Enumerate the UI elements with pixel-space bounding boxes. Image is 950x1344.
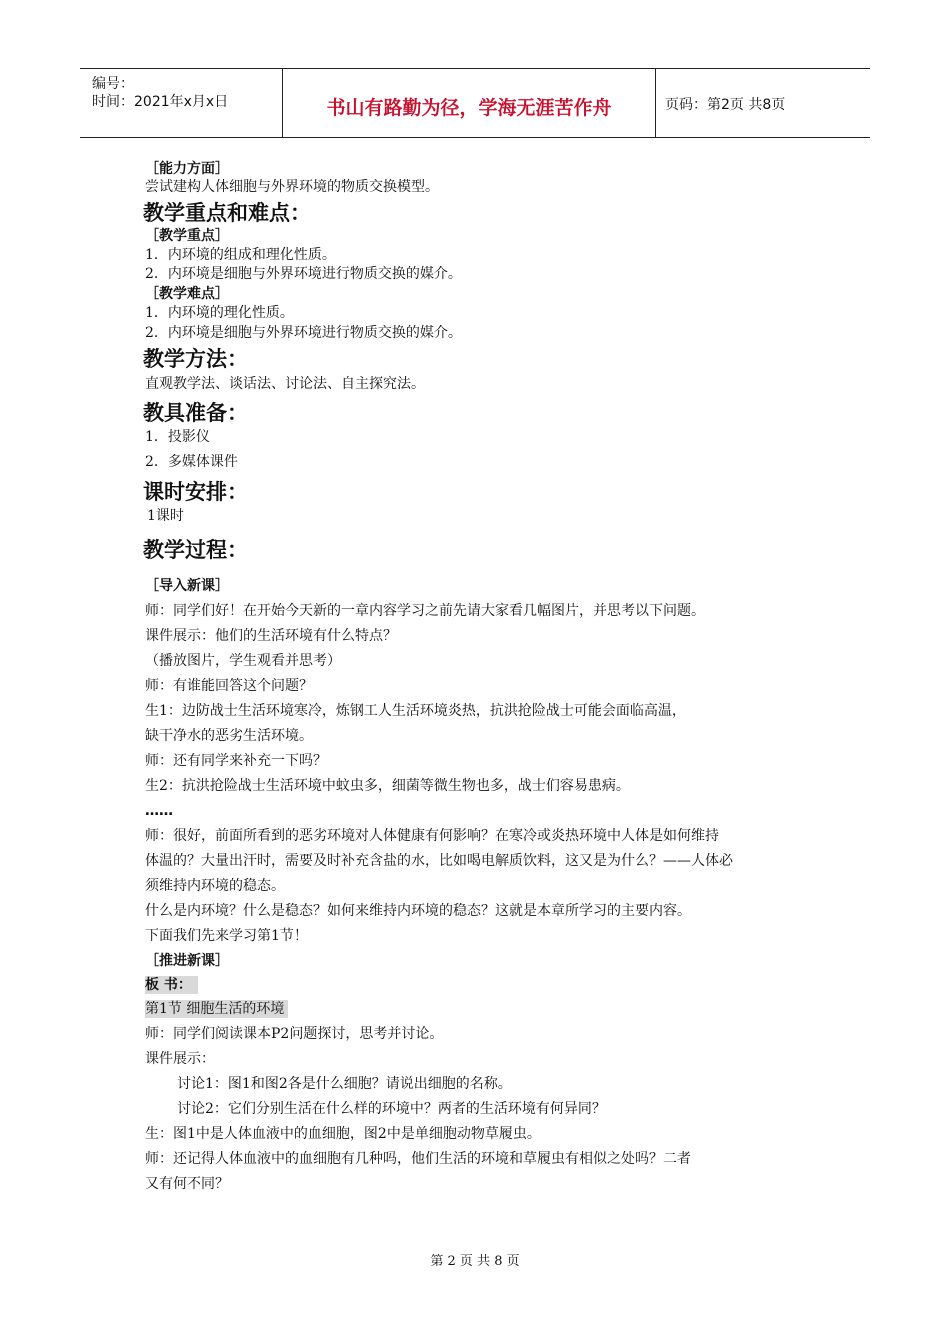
difficulty-2: 2．内环境是细胞与外界环境进行物质交换的媒介。: [145, 325, 462, 341]
paragraph: 生：图1中是人体血液中的血细胞，图2中是单细胞动物草履虫。: [145, 1126, 541, 1142]
paragraph: 师：还记得人体血液中的血细胞有几种吗，他们生活的环境和草履虫有相似之处吗？二者: [145, 1151, 691, 1167]
page-number-label: 页码：第2页 共8页: [665, 97, 786, 113]
tool-1: 1．投影仪: [145, 429, 210, 445]
page-footer: 第 2 页 共 8 页: [430, 1254, 520, 1269]
schedule-heading: 课时安排：: [143, 479, 248, 504]
section-title: 第1节 细胞生活的环境: [145, 1000, 288, 1018]
tool-2: 2．多媒体课件: [145, 454, 238, 470]
header-page-cell: [655, 69, 870, 137]
method-heading: 教学方法：: [143, 346, 248, 371]
advance-subheading: ［推进新课］: [145, 953, 229, 969]
key-point-2: 2．内环境是细胞与外界环境进行物质交换的媒介。: [145, 266, 462, 282]
header-meta-cell: [80, 69, 282, 137]
paragraph: 课件展示：: [145, 1051, 215, 1067]
paragraph: 师：有谁能回答这个问题？: [145, 678, 313, 694]
discussion-1: 讨论1：图1和图2各是什么细胞？请说出细胞的名称。: [177, 1076, 512, 1092]
difficulty-subheading: ［教学难点］: [145, 286, 229, 302]
ability-text: 尝试建构人体细胞与外界环境的物质交换模型。: [145, 179, 439, 195]
motto: 书山有路勤为径，学海无涯苦作舟: [326, 97, 612, 119]
method-text: 直观教学法、谈话法、讨论法、自主探究法。: [145, 376, 425, 392]
paragraph: 体温的？大量出汗时，需要及时补充含盐的水，比如喝电解质饮料，这又是为什么？——人体必: [145, 853, 733, 869]
key-points-subheading: ［教学重点］: [145, 228, 229, 244]
board-label: 板 书：: [145, 976, 198, 994]
paragraph: 生1：边防战士生活环境寒冷，炼钢工人生活环境炎热，抗洪抢险战士可能会面临高温，: [145, 703, 686, 719]
schedule-text: 1课时: [147, 508, 184, 524]
intro-subheading: ［导入新课］: [145, 578, 229, 594]
paragraph: 生2：抗洪抢险战士生活环境中蚊虫多，细菌等微生物也多，战士们容易患病。: [145, 778, 630, 794]
paragraph: 师：很好，前面所看到的恶劣环境对人体健康有何影响？在寒冷或炎热环境中人体是如何维持: [145, 828, 719, 844]
paragraph: 什么是内环境？什么是稳态？如何来维持内环境的稳态？这就是本章所学习的主要内容。: [145, 903, 691, 919]
paragraph: 须维持内环境的稳态。: [145, 878, 285, 894]
key-point-1: 1．内环境的组成和理化性质。: [145, 247, 336, 263]
process-heading: 教学过程：: [143, 537, 248, 562]
paragraph: 师：还有同学来补充一下吗？: [145, 753, 327, 769]
paragraph: 课件展示：他们的生活环境有什么特点？: [145, 628, 397, 644]
paragraph: 师：同学们阅读课本P2问题探讨，思考并讨论。: [145, 1026, 444, 1042]
ability-heading: ［能力方面］: [145, 161, 229, 177]
paragraph: 缺干净水的恶劣生活环境。: [145, 728, 313, 744]
key-points-heading: 教学重点和难点：: [143, 200, 311, 225]
paragraph: （播放图片，学生观看并思考）: [145, 653, 341, 669]
difficulty-1: 1．内环境的理化性质。: [145, 305, 294, 321]
paragraph: 师：同学们好！在开始今天新的一章内容学习之前先请大家看几幅图片，并思考以下问题。: [145, 603, 705, 619]
ellipsis: ……: [145, 803, 173, 819]
header-motto-cell: [282, 69, 656, 137]
paragraph: 又有何不同？: [145, 1176, 229, 1192]
discussion-2: 讨论2：它们分别生活在什么样的环境中？两者的生活环境有何异同？: [177, 1101, 606, 1117]
paragraph: 下面我们先来学习第1节！: [145, 928, 308, 944]
page-header: [80, 68, 870, 138]
date-label: 时间：2021年x月x日: [92, 94, 229, 110]
number-label: 编号：: [92, 76, 134, 92]
tools-heading: 教具准备：: [143, 400, 248, 425]
